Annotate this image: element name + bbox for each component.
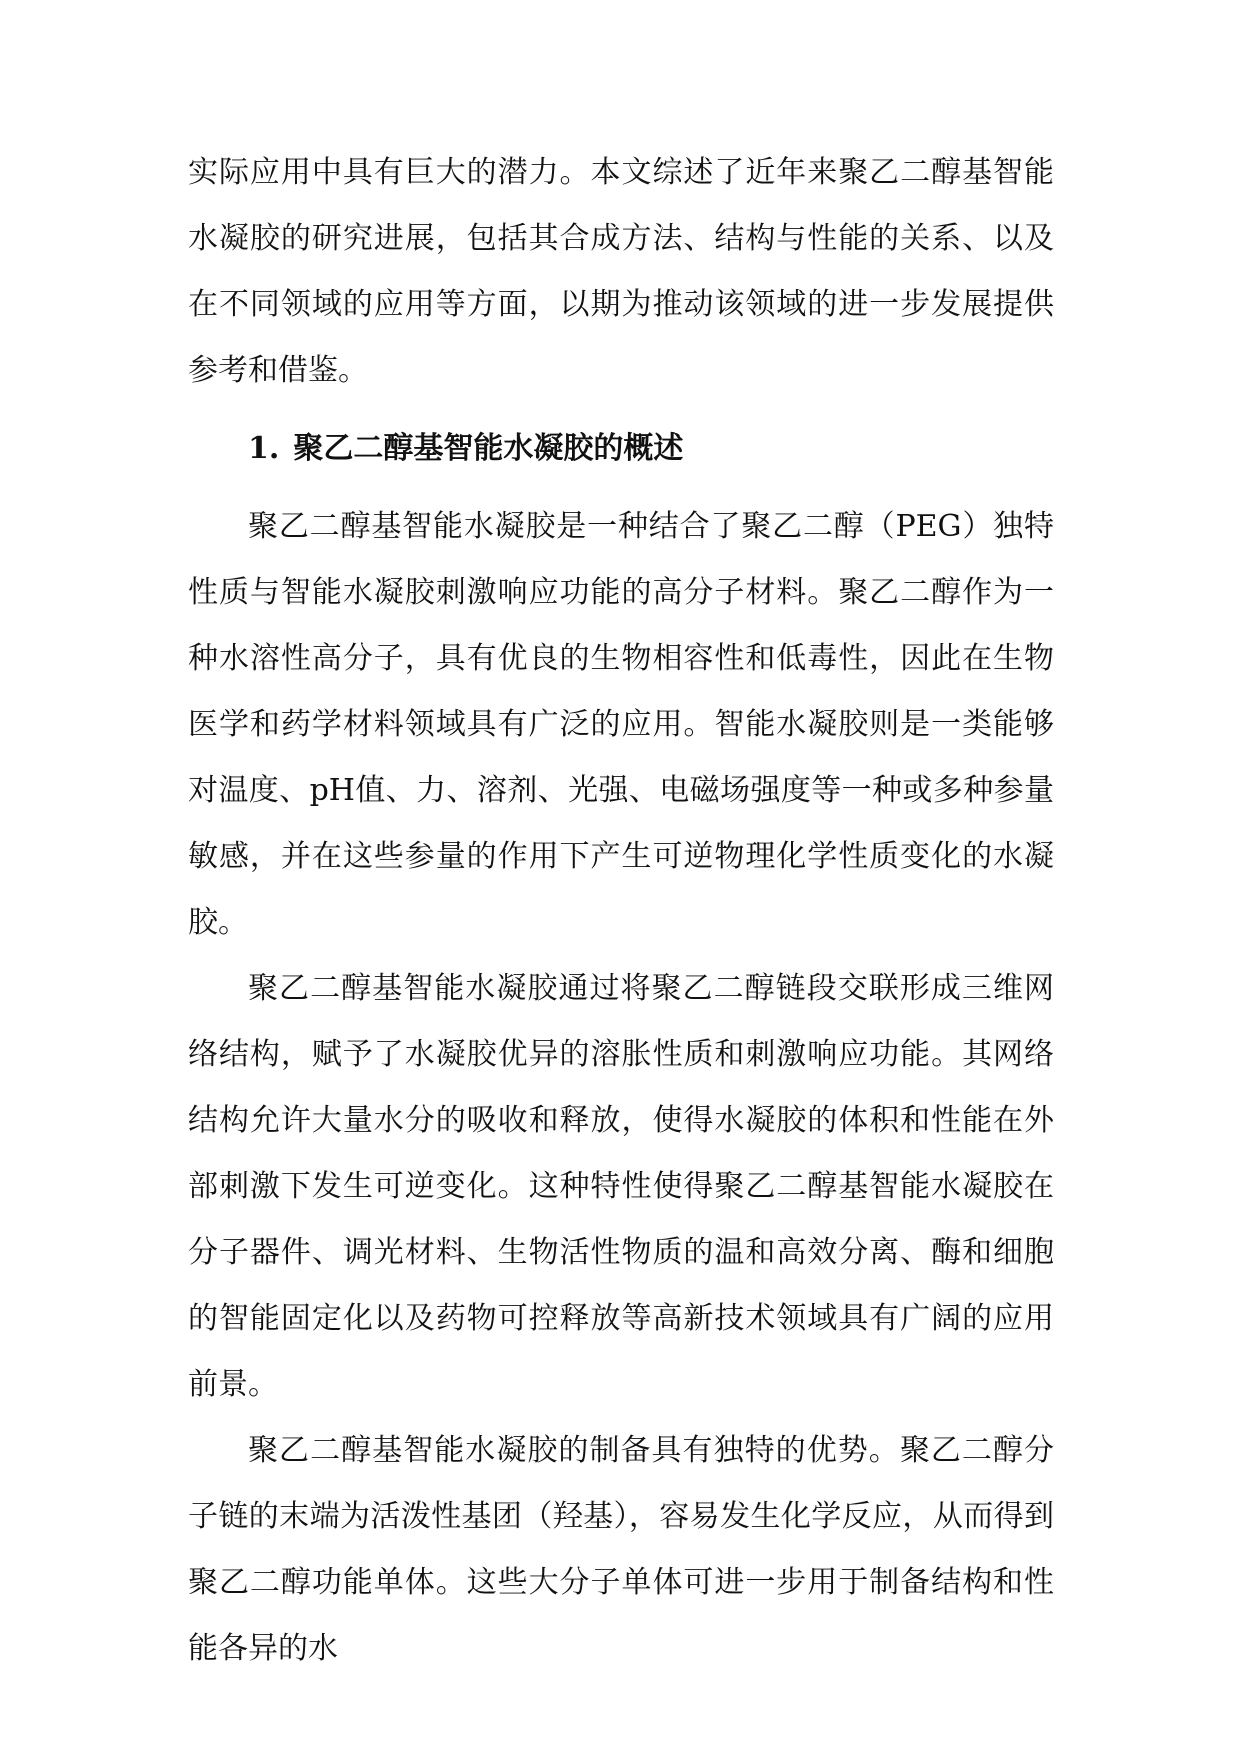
section-title: 聚乙二醇基智能水凝胶的概述: [293, 431, 684, 466]
document-page: [188, 140, 1054, 1682]
section-heading: [188, 416, 1054, 482]
body-paragraph: 聚乙二醇基智能水凝胶的制备具有独特的优势。聚乙二醇分子链的末端为活泼性基团（羟基），容易发生化学反应，从而得到聚乙二醇功能单体。这些大分子单体可进一步用于制备结构和性能各异的水: [188, 1433, 1054, 1666]
body-paragraph: 聚乙二醇基智能水凝胶通过将聚乙二醇链段交联形成三维网络结构，赋予了水凝胶优异的溶胀性质和刺激响应功能。其网络结构允许大量水分的吸收和释放，使得水凝胶的体积和性能在外部刺激下发生可逆变化。这种特性使得聚乙二醇基智能水凝胶在分子器件、调光材料、生物活性物质的温和高效分离、酶和细胞的智能固定化以及药物可控释放等高新技术领域具有广阔的应用前景。: [188, 971, 1054, 1402]
section-number: 1.: [248, 431, 280, 466]
body-paragraph: 聚乙二醇基智能水凝胶是一种结合了聚乙二醇（PEG）独特性质与智能水凝胶刺激响应功能的高分子材料。聚乙二醇作为一种水溶性高分子，具有优良的生物相容性和低毒性，因此在生物医学和药学材料领域具有广泛的应用。智能水凝胶则是一类能够对温度、pH值、力、溶剂、光强、电磁场强度等一种或多种参量敏感，并在这些参量的作用下产生可逆物理化学性质变化的水凝胶。: [188, 509, 1054, 940]
intro-paragraph: 实际应用中具有巨大的潜力。本文综述了近年来聚乙二醇基智能水凝胶的研究进展，包括其合成方法、结构与性能的关系、以及在不同领域的应用等方面，以期为推动该领域的进一步发展提供参考和借鉴。: [188, 155, 1054, 388]
